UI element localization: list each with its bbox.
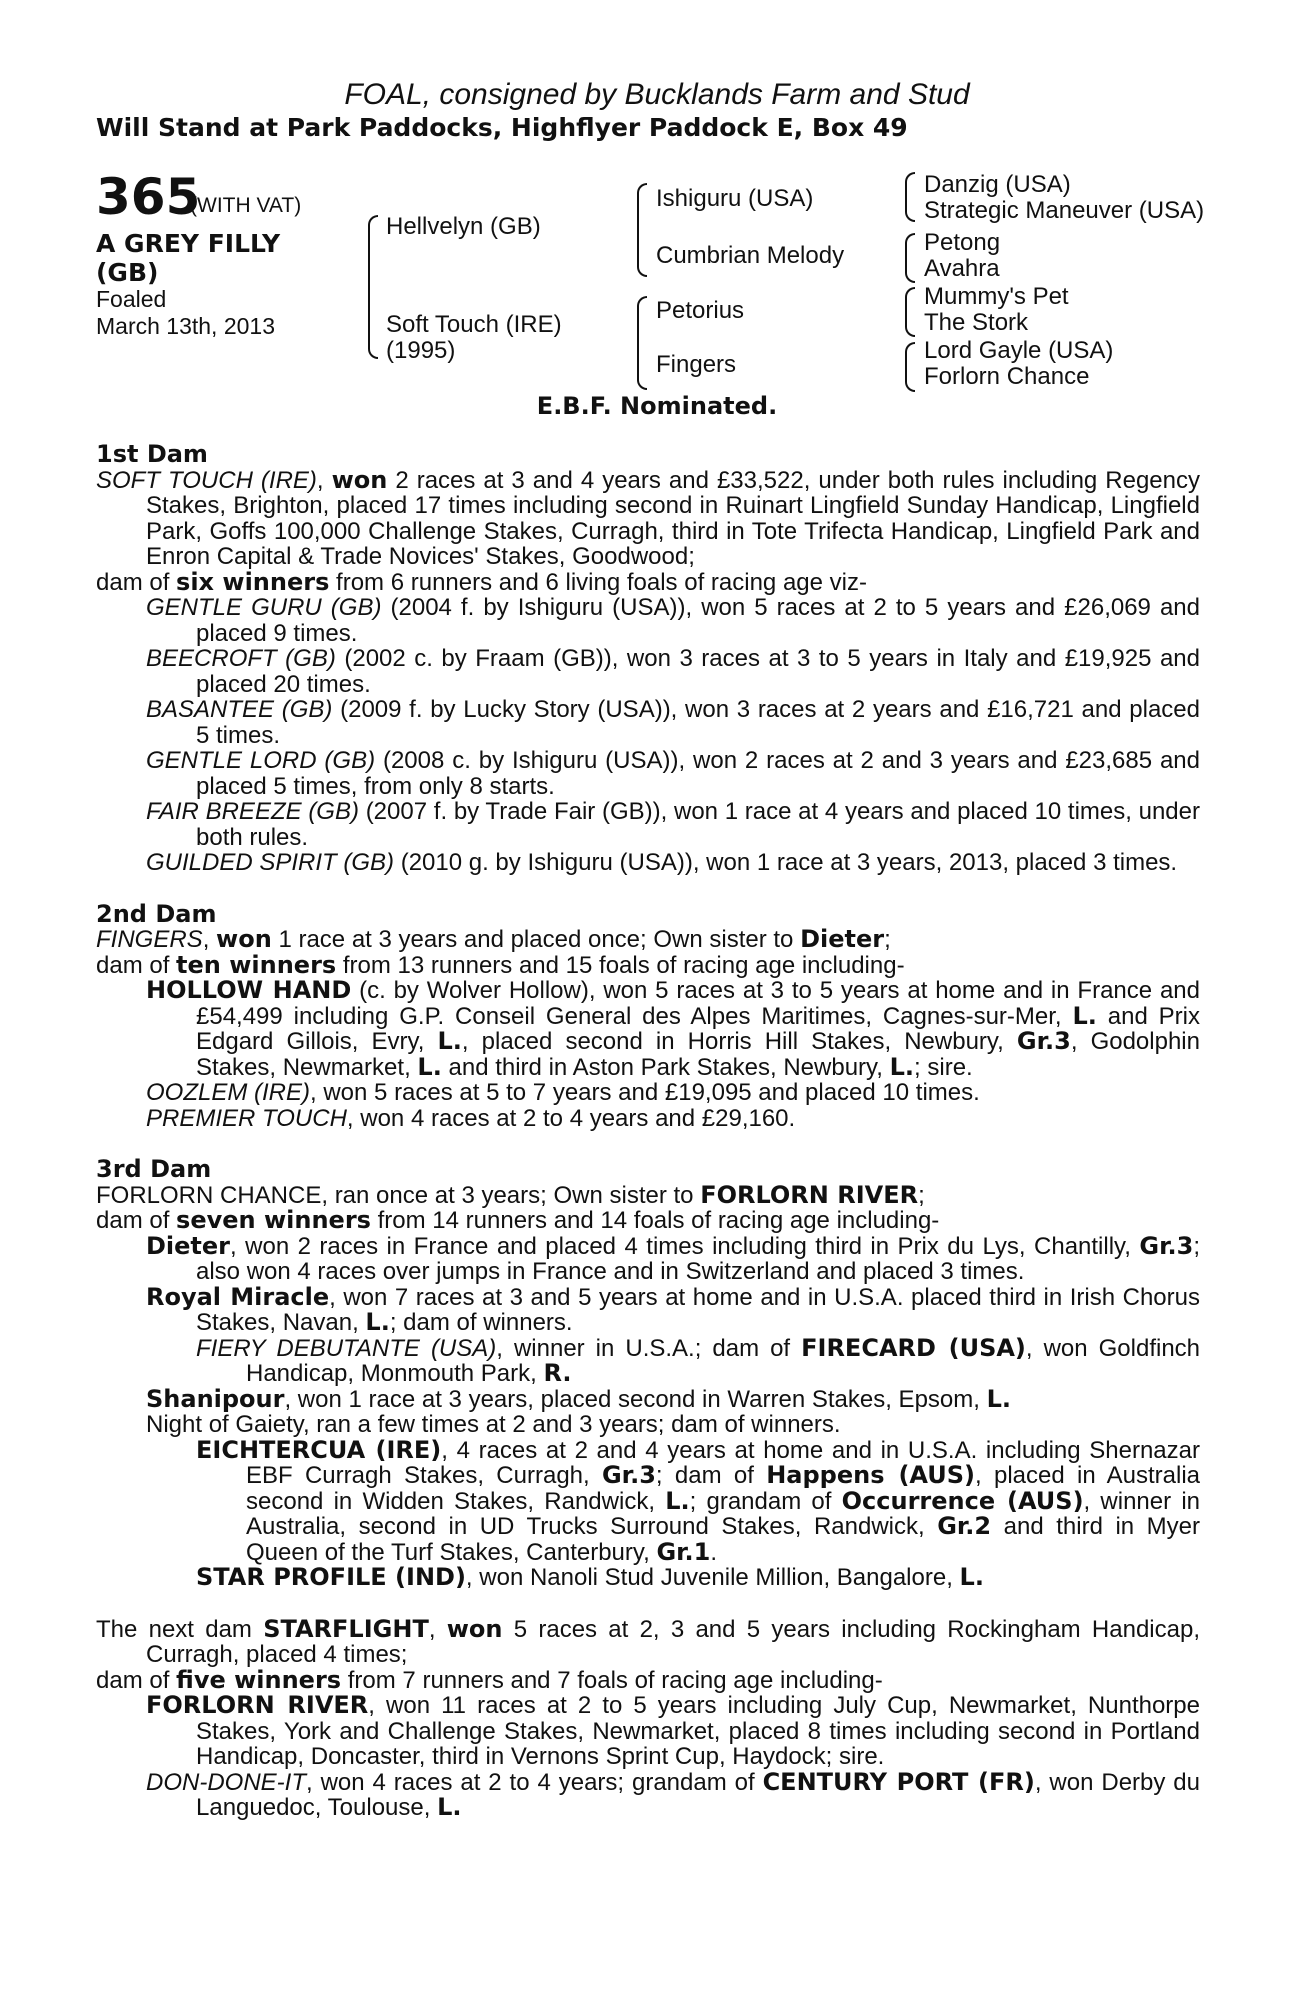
pedigree-brace-ds	[905, 287, 915, 337]
winners-count: five winners	[176, 1665, 342, 1694]
produce-text: , won Goldfinch Handicap, Monmouth Park,	[246, 1334, 1201, 1387]
pedigree-sdd: Avahra	[924, 255, 1000, 282]
foaled-info	[96, 286, 275, 340]
produce-text: , Godolphin Stakes, Newmarket,	[196, 1028, 1200, 1081]
pedigree-brace-ss	[905, 172, 915, 222]
produce-name: Royal Miracle	[146, 1282, 330, 1311]
dam-name: SOFT TOUCH (IRE)	[96, 466, 317, 494]
race-grade: L.	[437, 1793, 462, 1821]
produce-text: , won 5 races at 5 to 7 years and £19,095 and placed 10 times.	[310, 1079, 980, 1106]
record-end: ;	[918, 1181, 925, 1209]
produce-text: , winner in Australia, second in UD Trucks Surround Stakes, Randwick,	[246, 1487, 1200, 1540]
pedigree-sire: Hellvelyn (GB)	[386, 213, 541, 240]
pedigree-sire-dam: Cumbrian Melody	[656, 242, 845, 269]
produce-text: (2004 f. by Ishiguru (USA)), won 5 races at 2 to 5 years and £26,069 and placed 9 times.	[196, 594, 1200, 647]
produce-name: BASANTEE (GB)	[146, 696, 333, 723]
produce-entry	[96, 1565, 1200, 1591]
produce-name: DON-DONE-IT	[146, 1768, 306, 1796]
stand-location: Will Stand at Park Paddocks, Highflyer Paddock E, Box 49	[96, 113, 908, 142]
produce-entry	[96, 799, 1200, 850]
produce-text: ; also won 4 races over jumps in France and in Switzerland and placed 3 times.	[196, 1232, 1200, 1285]
produce-bold: Occurrence (AUS)	[841, 1486, 1084, 1515]
produce-text: ; dam of	[655, 1462, 767, 1489]
produce-text: , won Nanoli Stud Juvenile Million, Bangalore,	[465, 1564, 960, 1591]
produce-text: and third in Myer Queen of the Turf Stakes, Canterbury,	[246, 1513, 1200, 1566]
produce-entry: Night of Gaiety, ran a few times at 2 and 3 years; dam of winners.	[146, 1411, 841, 1438]
sister-name: FORLORN RIVER	[700, 1180, 919, 1209]
record-text: 1 race at 3 years and placed once; Own sister to	[271, 926, 801, 953]
produce-text: , won 1 race at 3 years, placed second in Warren Stakes, Epsom,	[284, 1385, 987, 1413]
record-text: ,	[428, 1615, 447, 1643]
ebf-nominated: E.B.F. Nominated.	[536, 392, 778, 420]
produce-name: EICHTERCUA (IRE)	[196, 1435, 442, 1464]
summary-suffix: from 6 runners and 6 living foals of racing age viz-	[329, 568, 867, 596]
third-dam-produce-summary	[96, 1208, 1200, 1234]
produce-record	[96, 442, 1200, 1821]
pedigree-dam-dam: Fingers	[656, 351, 737, 378]
produce-text: , placed second in Horris Hill Stakes, Newbury,	[461, 1028, 1017, 1055]
race-grade: L.	[986, 1384, 1012, 1413]
lot-description: A GREY FILLY (GB)	[96, 229, 281, 287]
pedigree-dam: Soft Touch (IRE)	[386, 311, 562, 338]
first-dam-produce-summary	[96, 567, 1200, 596]
record-text: 5 races at 2, 3 and 5 years including Rockingham Handicap, Curragh, placed 4 times;	[146, 1615, 1201, 1668]
summary-suffix: from 14 runners and 14 foals of racing age including-	[370, 1207, 940, 1234]
race-grade: Gr.3	[1139, 1231, 1194, 1260]
produce-entry	[96, 1767, 1200, 1821]
record-text: FORLORN CHANCE, ran once at 3 years; Own sister to	[96, 1181, 701, 1209]
lot-number: 365	[96, 168, 201, 226]
pedigree-ddd: Forlorn Chance	[924, 363, 1090, 390]
produce-entry	[96, 850, 1200, 876]
produce-text: ; grandam of	[689, 1487, 842, 1515]
produce-text: , won 4 races at 2 to 4 years; grandam of	[305, 1768, 763, 1796]
produce-bold: CENTURY PORT (FR)	[762, 1767, 1035, 1796]
pedigree-brace-dd	[905, 342, 915, 392]
produce-entry	[96, 1282, 1200, 1336]
pedigree-brace-sire	[637, 183, 647, 277]
race-grade: L.	[1072, 1001, 1097, 1030]
produce-text: and third in Aston Park Stakes, Newbury,	[441, 1053, 890, 1081]
produce-entry	[96, 1333, 1201, 1387]
produce-name: BEECROFT (GB)	[146, 645, 336, 672]
produce-text: and Prix Edgard Gillois, Evry,	[196, 1002, 1201, 1055]
produce-text: (c. by Wolver Hollow), won 5 races at 3 to 5 years at home and in France and £54,499 including G.P. Conseil General des Alpes Maritimes, Cagnes-sur-Mer,	[196, 977, 1200, 1030]
race-grade: L.	[889, 1052, 915, 1081]
produce-text: (2002 c. by Fraam (GB)), won 3 races at 3 to 5 years in Italy and £19,925 and placed 20 times.	[196, 645, 1200, 698]
produce-entry	[96, 748, 1200, 799]
pedigree-dsd: The Stork	[924, 309, 1029, 336]
produce-text: ; sire.	[914, 1053, 973, 1081]
produce-name: FORLORN RIVER	[146, 1691, 369, 1719]
foaled-date: March 13th, 2013	[96, 313, 276, 339]
dam-name: STARFLIGHT	[263, 1614, 429, 1643]
produce-bold: Happens (AUS)	[766, 1461, 976, 1489]
won-word: won	[331, 465, 388, 494]
race-grade: L.	[417, 1052, 442, 1081]
summary-suffix: from 7 runners and 7 foals of racing age including-	[341, 1666, 883, 1694]
produce-entry	[96, 1106, 1200, 1132]
pedigree-dam-year: (1995)	[386, 337, 456, 364]
produce-text: .	[710, 1538, 718, 1566]
produce-entry	[96, 595, 1200, 646]
produce-name: HOLLOW HAND	[146, 976, 352, 1004]
race-grade: Gr.1	[656, 1537, 711, 1566]
produce-entry	[96, 1080, 1200, 1106]
record-text: 2 races at 3 and 4 years and £33,522, under both rules including Regency Stakes, Brighton, placed 17 times including second in Ruinart Lingfield Sunday Handicap, Lingfield Park, Goffs 100,000 Challenge Stakes, Curragh, third in Tote Trifecta Handicap, Lingfield Park and Enron Capital & Trade Novices' Stakes, Goodwood;	[146, 466, 1200, 570]
third-dam-heading: 3rd Dam	[96, 1155, 212, 1183]
produce-entry	[96, 697, 1200, 748]
won-word: won	[216, 925, 272, 953]
vat-note: (WITH VAT)	[190, 194, 302, 217]
produce-text: , won 4 races at 2 to 4 years and £29,160.	[346, 1104, 796, 1132]
produce-text: , won 2 races in France and placed 4 times including third in Prix du Lys, Chantilly,	[230, 1232, 1140, 1260]
pedigree-brace-main	[368, 215, 378, 359]
produce-entry	[96, 1693, 1200, 1770]
summary-prefix: dam of	[96, 1207, 177, 1234]
sister-name: Dieter	[800, 925, 885, 953]
race-grade: L.	[365, 1308, 390, 1336]
produce-entry	[96, 1435, 1201, 1566]
produce-name: GENTLE GURU (GB)	[146, 594, 382, 621]
summary-prefix: dam of	[96, 568, 177, 596]
pedigree-sss: Danzig (USA)	[924, 171, 1071, 198]
second-dam-record: FINGERS, won 1 race at 3 years and placed once; Own sister to Dieter;	[96, 925, 891, 953]
summary-prefix: dam of	[96, 951, 177, 979]
produce-name: GUILDED SPIRIT (GB)	[146, 849, 395, 876]
next-dam-produce-summary	[96, 1665, 1200, 1694]
summary-suffix: from 13 runners and 15 foals of racing age including-	[336, 951, 905, 979]
pedigree-dds: Lord Gayle (USA)	[924, 337, 1114, 364]
summary-prefix: dam of	[96, 1666, 177, 1694]
first-dam-heading: 1st Dam	[96, 440, 208, 468]
pedigree-brace-dam	[637, 296, 647, 390]
second-dam-heading: 2nd Dam	[96, 899, 217, 928]
pedigree-brace-sd	[905, 233, 915, 283]
pedigree-ssd: Strategic Maneuver (USA)	[924, 197, 1205, 224]
third-dam-record	[96, 1180, 1200, 1209]
record-end: ;	[884, 926, 891, 953]
produce-text: , winner in U.S.A.; dam of	[496, 1334, 802, 1362]
race-grade: L.	[959, 1563, 984, 1591]
winners-count: six winners	[176, 567, 330, 596]
pedigree-sds: Petong	[924, 229, 1001, 256]
produce-text: , won Derby du Languedoc, Toulouse,	[196, 1768, 1200, 1821]
race-grade: Gr.2	[937, 1512, 992, 1540]
first-dam-record: SOFT TOUCH (IRE), won 2 races at 3 and 4 years and £33,522, under both rules including Regency Stakes, Brighton, placed 17 times including second in Ruinart Lingfield Sunday Handicap, Lingfield Park, Goffs 100,000 Challenge Stakes, Curragh, third in Tote Trifecta Handicap, Lingfield Park and Enron Capital & Trade Novices' Stakes, Goodwood;	[96, 465, 1200, 570]
produce-name: Dieter	[146, 1231, 231, 1260]
produce-text: , placed in Australia second in Widden Stakes, Randwick,	[246, 1462, 1201, 1515]
consignor-line: FOAL, consigned by Bucklands Farm and Stud	[344, 78, 970, 111]
winners-count: ten winners	[176, 950, 337, 979]
produce-text: , won 7 races at 3 and 5 years at home and in U.S.A. placed third in Irish Chorus Stakes, Navan,	[196, 1283, 1200, 1336]
race-grade: Gr.3	[1016, 1027, 1071, 1055]
produce-name: GENTLE LORD (GB)	[146, 747, 376, 774]
produce-text: (2010 g. by Ishiguru (USA)), won 1 race at 3 years, 2013, placed 3 times.	[394, 849, 1178, 876]
produce-name: PREMIER TOUCH	[146, 1104, 347, 1132]
produce-name: OOZLEM (IRE)	[146, 1079, 311, 1106]
foaled-label: Foaled	[96, 286, 167, 312]
produce-name: STAR PROFILE (IND)	[196, 1563, 466, 1591]
won-word: won	[446, 1614, 503, 1643]
produce-name: FAIR BREEZE (GB)	[146, 798, 359, 825]
produce-text: (2007 f. by Trade Fair (GB)), won 1 race at 4 years and placed 10 times, under both rules.	[196, 798, 1200, 851]
produce-text: (2008 c. by Ishiguru (USA)), won 2 races at 2 and 3 years and £23,685 and placed 5 times, from only 8 starts.	[196, 747, 1200, 800]
produce-entry	[96, 1384, 1200, 1413]
race-grade: L.	[665, 1486, 690, 1515]
race-grade: L.	[437, 1027, 462, 1055]
produce-name: FIERY DEBUTANTE (USA)	[196, 1334, 497, 1362]
pedigree-dss: Mummy's Pet	[924, 283, 1069, 310]
pedigree-sire-sire: Ishiguru (USA)	[656, 185, 814, 212]
produce-text: (2009 f. by Lucky Story (USA)), won 3 races at 2 years and £16,721 and placed 5 times.	[196, 696, 1200, 749]
next-dam-record	[96, 1614, 1201, 1668]
winners-count: seven winners	[176, 1206, 371, 1234]
race-grade: Gr.3	[601, 1461, 656, 1489]
pedigree-dam-sire: Petorius	[656, 297, 745, 324]
race-grade: R.	[543, 1359, 572, 1387]
produce-text: ; dam of winners.	[389, 1309, 573, 1336]
produce-name: Shanipour	[146, 1384, 285, 1413]
produce-text: , 4 races at 2 and 4 years at home and in U.S.A. including Shernazar EBF Curragh Stakes, Curragh,	[246, 1436, 1200, 1489]
second-dam-produce-summary	[96, 950, 1200, 979]
produce-entry	[96, 978, 1200, 1080]
produce-text: , won 11 races at 2 to 5 years including July Cup, Newmarket, Nunthorpe Stakes, York and Challenge Stakes, Newmarket, placed 8 times including second in Portland Handicap, Doncaster, third in Vernons Sprint Cup, Haydock; sire.	[196, 1692, 1200, 1770]
produce-entry	[96, 1231, 1200, 1285]
produce-entry	[96, 646, 1200, 697]
produce-bold: FIRECARD (USA)	[801, 1333, 1026, 1362]
record-text: The next dam	[96, 1615, 264, 1643]
dam-name: FINGERS	[96, 926, 203, 953]
